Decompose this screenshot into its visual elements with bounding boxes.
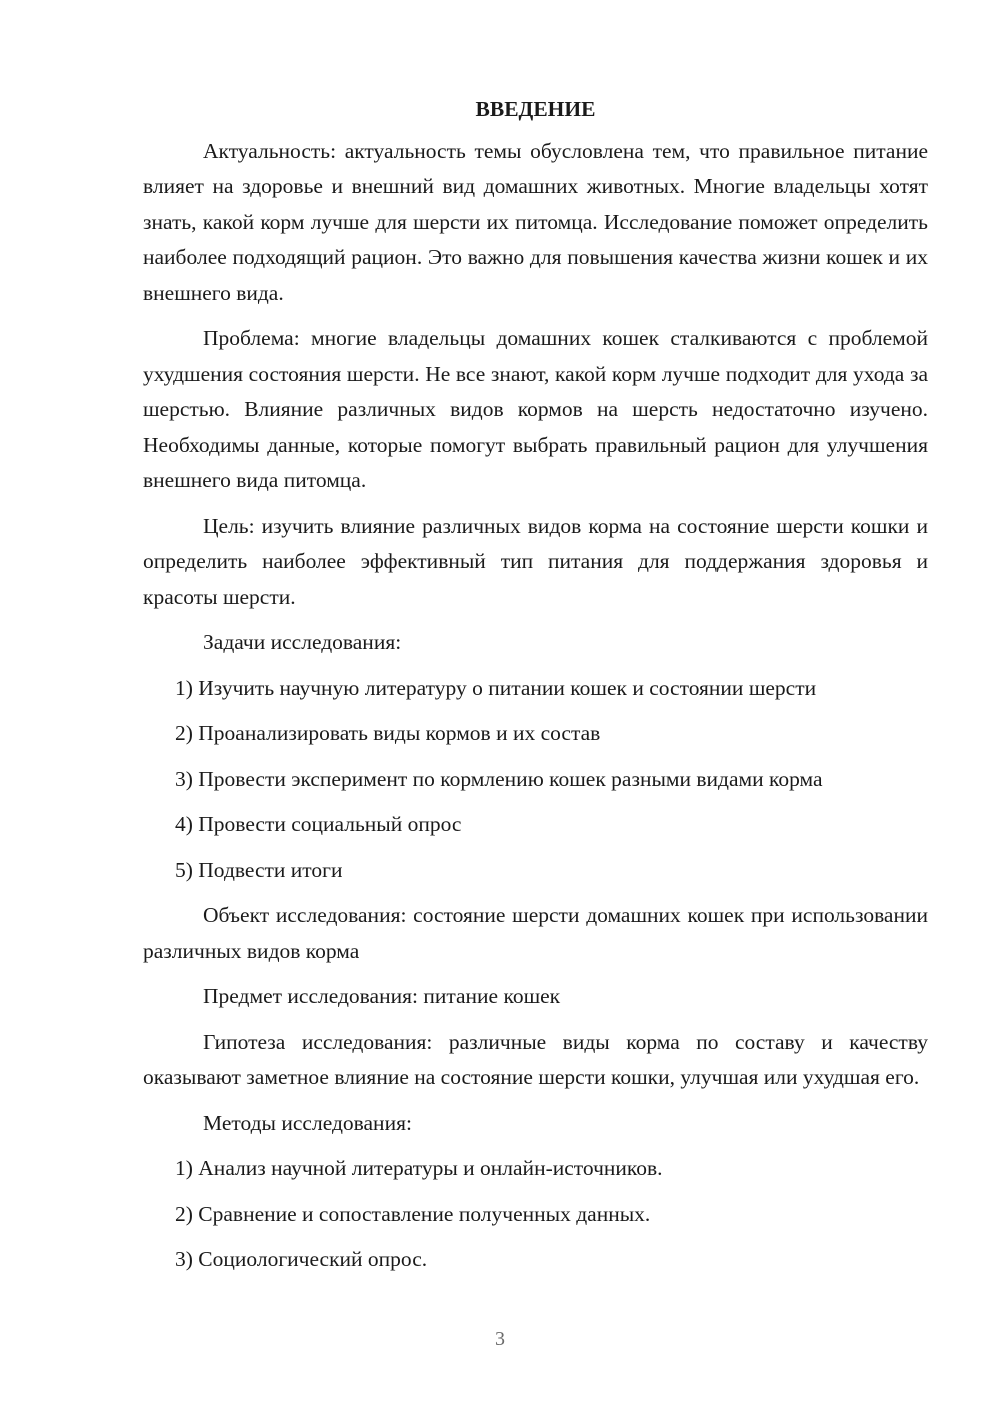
tasks-heading: Задачи исследования:	[203, 630, 402, 654]
goal-paragraph: Цель: изучить влияние различных видов корма на состояние шерсти кошки и определить наиболее эффективный тип питания для поддержания здоровья и красоты шерсти.	[143, 513, 928, 609]
subject-paragraph: Предмет исследования: питание кошек	[203, 984, 561, 1008]
hypothesis-paragraph: Гипотеза исследования: различные виды корма по составу и качеству оказывают заметное влияние на состояние шерсти кошки, улучшая или ухудшая его.	[143, 1029, 928, 1089]
document-page	[143, 92, 928, 1288]
relevance-paragraph: Актуальность: актуальность темы обусловлена тем, что правильное питание влияет на здоровье и внешний вид домашних животных. Многие владельцы хотят знать, какой корм лучше для шерсти их питомца. Исследование поможет определить наиболее подходящий рацион. Это важно для повышения качества жизни кошек и их внешнего вида.	[143, 138, 928, 305]
section-title: ВВЕДЕНИЕ	[475, 97, 596, 121]
method-item: 1) Анализ научной литературы и онлайн-источников.	[175, 1156, 663, 1180]
problem-paragraph: Проблема: многие владельцы домашних кошек сталкиваются с проблемой ухудшения состояния шерсти. Не все знают, какой корм лучше подходит для ухода за шерстью. Влияние различных видов кормов на шерсть недостаточно изучено. Необходимы данные, которые помогут выбрать правильный рацион для улучшения внешнего вида питомца.	[143, 326, 928, 492]
task-item: 3) Провести эксперимент по кормлению кошек разными видами корма	[175, 766, 823, 791]
methods-heading: Методы исследования:	[203, 1110, 412, 1135]
task-item: 1) Изучить научную литературу о питании кошек и состоянии шерсти	[175, 675, 817, 700]
method-item: 2) Сравнение и сопоставление полученных данных.	[175, 1201, 651, 1226]
task-item: 4) Провести социальный опрос	[175, 812, 462, 836]
task-item: 2) Проанализировать виды кормов и их состав	[175, 721, 601, 745]
object-paragraph: Объект исследования: состояние шерсти домашних кошек при использовании различных видов корма	[143, 903, 928, 963]
method-item: 3) Социологический опрос.	[175, 1247, 428, 1271]
page-number: 3	[495, 1328, 505, 1350]
task-item: 5) Подвести итоги	[175, 857, 343, 882]
